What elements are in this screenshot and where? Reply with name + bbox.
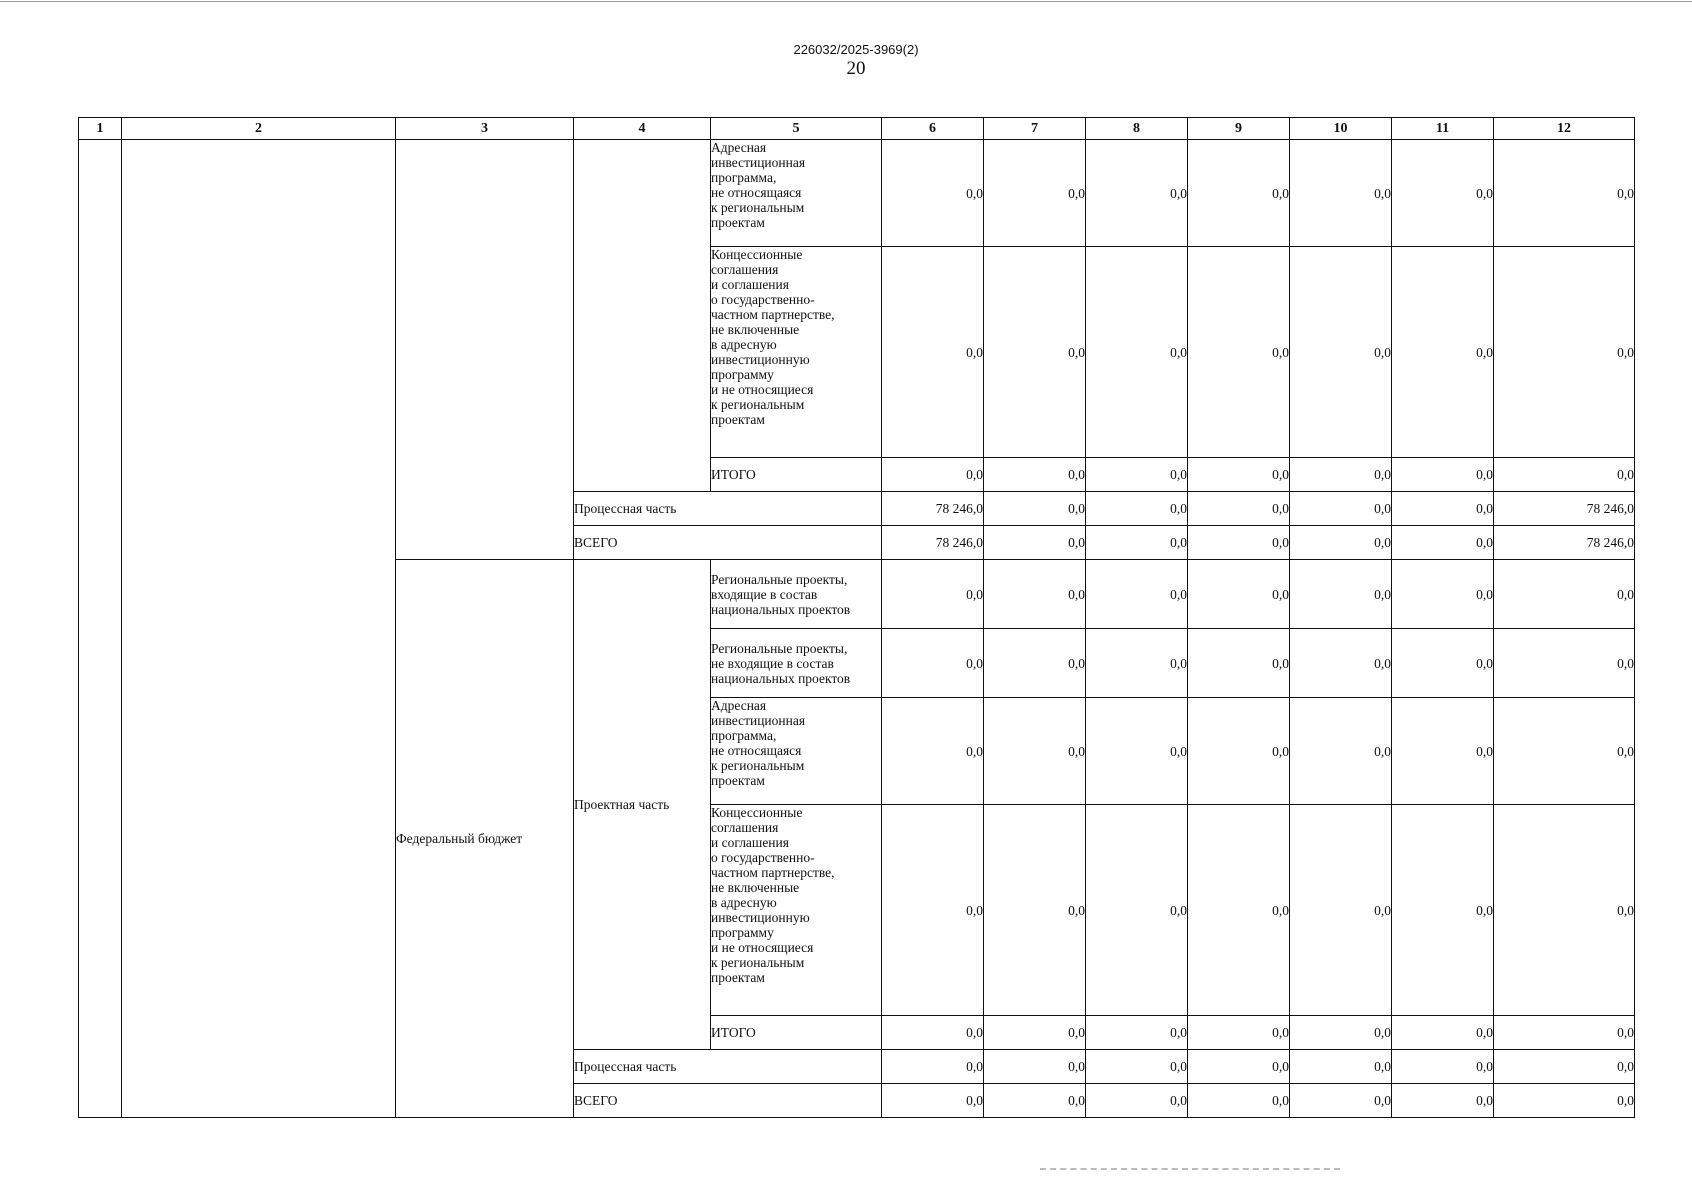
value-cell: 0,0 (984, 698, 1086, 805)
page-number: 20 (846, 58, 866, 79)
value-cell: 0,0 (1494, 247, 1635, 458)
row-label-total: ВСЕГО (574, 526, 882, 560)
value-cell: 0,0 (1086, 1050, 1188, 1084)
value-cell: 0,0 (882, 140, 984, 247)
row-label: Концессионные соглашения и соглашения о государственно- частном партнерстве, не включенные в адресную инвестиционную программу и не относящиеся к региональным проектам (711, 805, 882, 1016)
value-cell: 0,0 (1290, 1016, 1392, 1050)
col2-merged-cell (122, 140, 396, 1118)
col1-merged-cell (79, 140, 122, 1118)
value-cell: 0,0 (1494, 629, 1635, 698)
value-cell: 0,0 (984, 140, 1086, 247)
value-cell: 0,0 (1290, 1084, 1392, 1118)
row-label: Адресная инвестиционная программа, не относящаяся к региональным проектам (711, 140, 882, 247)
column-header: 3 (396, 118, 574, 140)
value-cell: 0,0 (984, 247, 1086, 458)
value-cell: 0,0 (1494, 1084, 1635, 1118)
value-cell: 0,0 (1086, 1016, 1188, 1050)
value-cell: 0,0 (882, 698, 984, 805)
value-cell: 0,0 (882, 458, 984, 492)
funding-source-label: Федеральный бюджет (396, 560, 574, 1118)
value-cell: 0,0 (1392, 526, 1494, 560)
value-cell: 0,0 (1086, 458, 1188, 492)
value-cell: 0,0 (1290, 560, 1392, 629)
value-cell: 0,0 (1086, 247, 1188, 458)
value-cell: 0,0 (1086, 698, 1188, 805)
value-cell: 0,0 (1086, 140, 1188, 247)
value-cell: 0,0 (1494, 140, 1635, 247)
column-header: 7 (984, 118, 1086, 140)
value-cell: 78 246,0 (1494, 526, 1635, 560)
value-cell: 0,0 (882, 629, 984, 698)
value-cell: 0,0 (1392, 629, 1494, 698)
value-cell: 0,0 (1086, 805, 1188, 1016)
value-cell: 0,0 (1290, 458, 1392, 492)
value-cell: 0,0 (1290, 805, 1392, 1016)
value-cell: 0,0 (984, 1050, 1086, 1084)
value-cell: 0,0 (1290, 492, 1392, 526)
value-cell: 0,0 (1392, 698, 1494, 805)
column-header: 8 (1086, 118, 1188, 140)
column-header: 12 (1494, 118, 1635, 140)
value-cell: 0,0 (1188, 458, 1290, 492)
value-cell: 0,0 (1494, 1050, 1635, 1084)
value-cell: 0,0 (1392, 247, 1494, 458)
row-label: Концессионные соглашения и соглашения о государственно- частном партнерстве, не включенные в адресную инвестиционную программу и не относящиеся к региональным проектам (711, 247, 882, 458)
value-cell: 0,0 (984, 526, 1086, 560)
col3-cell-section1 (396, 140, 574, 560)
value-cell: 0,0 (1392, 1050, 1494, 1084)
column-header: 5 (711, 118, 882, 140)
value-cell: 0,0 (984, 458, 1086, 492)
value-cell: 0,0 (1188, 1050, 1290, 1084)
bottom-scan-rule (1040, 1168, 1340, 1173)
column-header: 1 (79, 118, 122, 140)
value-cell: 0,0 (1188, 560, 1290, 629)
value-cell: 0,0 (1392, 560, 1494, 629)
project-part-label: Проектная часть (574, 560, 711, 1050)
value-cell: 0,0 (1188, 805, 1290, 1016)
value-cell: 0,0 (1392, 1016, 1494, 1050)
top-rule (0, 1, 1692, 2)
value-cell: 0,0 (1086, 629, 1188, 698)
row-label-process: Процессная часть (574, 1050, 882, 1084)
value-cell: 0,0 (1188, 140, 1290, 247)
value-cell: 0,0 (1392, 140, 1494, 247)
value-cell: 0,0 (1188, 698, 1290, 805)
value-cell: 0,0 (1392, 1084, 1494, 1118)
value-cell: 0,0 (882, 1050, 984, 1084)
value-cell: 0,0 (1290, 140, 1392, 247)
value-cell: 0,0 (1494, 560, 1635, 629)
value-cell: 0,0 (1290, 247, 1392, 458)
budget-table (78, 117, 1635, 1118)
value-cell: 0,0 (1086, 526, 1188, 560)
column-header: 6 (882, 118, 984, 140)
value-cell: 78 246,0 (882, 492, 984, 526)
column-number-row (79, 118, 1635, 140)
value-cell: 0,0 (984, 805, 1086, 1016)
value-cell: 78 246,0 (1494, 492, 1635, 526)
column-header: 2 (122, 118, 396, 140)
column-header: 10 (1290, 118, 1392, 140)
value-cell: 0,0 (984, 629, 1086, 698)
value-cell: 0,0 (882, 1084, 984, 1118)
row-label: Региональные проекты, не входящие в состав национальных проектов (711, 629, 882, 698)
value-cell: 0,0 (1188, 247, 1290, 458)
value-cell: 0,0 (1188, 1084, 1290, 1118)
value-cell: 0,0 (984, 560, 1086, 629)
value-cell: 0,0 (1188, 629, 1290, 698)
row-label-process: Процессная часть (574, 492, 882, 526)
value-cell: 0,0 (1392, 458, 1494, 492)
row-label-total: ВСЕГО (574, 1084, 882, 1118)
value-cell: 0,0 (1392, 492, 1494, 526)
value-cell: 78 246,0 (882, 526, 984, 560)
value-cell: 0,0 (1188, 492, 1290, 526)
row-label-itogo: ИТОГО (711, 1016, 882, 1050)
value-cell: 0,0 (1188, 1016, 1290, 1050)
value-cell: 0,0 (882, 560, 984, 629)
column-header: 11 (1392, 118, 1494, 140)
value-cell: 0,0 (1290, 526, 1392, 560)
value-cell: 0,0 (1188, 526, 1290, 560)
value-cell: 0,0 (1494, 1016, 1635, 1050)
value-cell: 0,0 (1086, 560, 1188, 629)
column-header: 9 (1188, 118, 1290, 140)
value-cell: 0,0 (1290, 698, 1392, 805)
page-header (0, 42, 1692, 80)
value-cell: 0,0 (984, 492, 1086, 526)
value-cell: 0,0 (1494, 805, 1635, 1016)
value-cell: 0,0 (882, 805, 984, 1016)
value-cell: 0,0 (984, 1016, 1086, 1050)
table-row (79, 140, 1635, 247)
row-label: Региональные проекты, входящие в состав национальных проектов (711, 560, 882, 629)
row-label-itogo: ИТОГО (711, 458, 882, 492)
value-cell: 0,0 (1290, 1050, 1392, 1084)
value-cell: 0,0 (1086, 492, 1188, 526)
row-label: Адресная инвестиционная программа, не относящаяся к региональным проектам (711, 698, 882, 805)
value-cell: 0,0 (1290, 629, 1392, 698)
value-cell: 0,0 (1392, 805, 1494, 1016)
value-cell: 0,0 (882, 1016, 984, 1050)
col4-cell-section1 (574, 140, 711, 492)
value-cell: 0,0 (984, 1084, 1086, 1118)
value-cell: 0,0 (882, 247, 984, 458)
value-cell: 0,0 (1494, 698, 1635, 805)
value-cell: 0,0 (1086, 1084, 1188, 1118)
value-cell: 0,0 (1494, 458, 1635, 492)
column-header: 4 (574, 118, 711, 140)
document-number: 226032/2025-3969(2) (793, 42, 919, 57)
